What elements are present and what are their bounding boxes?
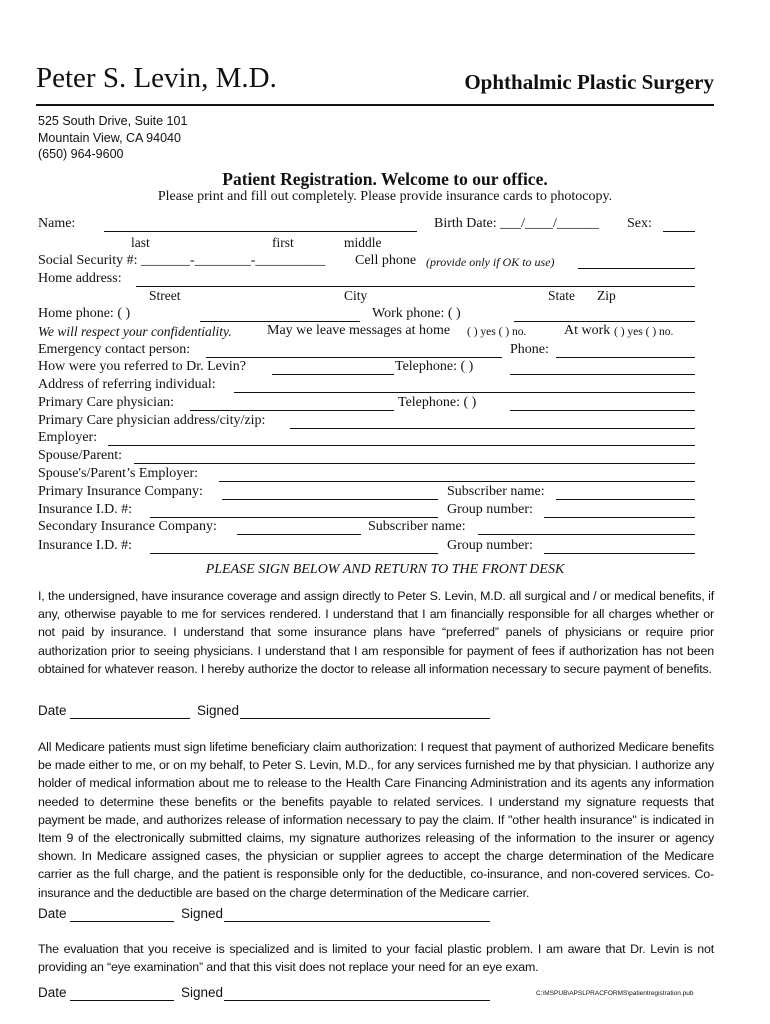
home-phone-label: Home phone: ( ) (38, 306, 131, 321)
footer-file-path: C:\MSPUB\APSLPRACFORMS\patientregistration.pub (536, 990, 694, 997)
referring-address-label: Address of referring individual: (38, 377, 216, 392)
subscriber-name-field[interactable] (556, 499, 695, 500)
messages-home-label: May we leave messages at home (267, 323, 451, 338)
emergency-contact-label: Emergency contact person: (38, 342, 191, 357)
doctor-name: Peter S. Levin, M.D. (36, 62, 277, 94)
pcp-label: Primary Care physician: (38, 395, 175, 410)
signed-label-1: Signed (197, 703, 240, 718)
spouse-employer-field[interactable] (219, 481, 695, 482)
home-phone-field[interactable] (200, 321, 360, 322)
referral-source-label: How were you referred to Dr. Levin? (38, 359, 246, 374)
birth-date-field[interactable]: Birth Date: ___/____/______ (434, 216, 599, 231)
emergency-contact-field[interactable] (206, 357, 502, 358)
name-label: Name: (38, 216, 76, 231)
employer-label: Employer: (38, 430, 98, 445)
employer-field[interactable] (108, 445, 695, 446)
sign-instructions-heading: PLEASE SIGN BELOW AND RETURN TO THE FRONT DESK (205, 562, 565, 577)
address-sub-state: State (548, 288, 575, 303)
ssn-field[interactable]: Social Security #: _______-________-__________ (38, 253, 326, 268)
date-label-1: Date (38, 703, 67, 718)
practice-specialty: Ophthalmic Plastic Surgery (464, 70, 714, 94)
insurance-id2-field[interactable] (150, 553, 438, 554)
address-sub-street: Street (149, 288, 181, 303)
referring-address-field[interactable] (234, 392, 695, 393)
signature-field-2[interactable] (224, 921, 490, 922)
date-field-3[interactable] (70, 1000, 174, 1001)
spouse-employer-label: Spouse's/Parent’s Employer: (38, 466, 199, 481)
address-sub-city: City (344, 288, 368, 303)
sex-field[interactable] (663, 231, 695, 232)
signed-label-2: Signed (181, 906, 224, 921)
cell-phone-field[interactable] (578, 268, 695, 269)
name-sub-middle: middle (344, 235, 382, 250)
pcp-telephone-label: Telephone: ( ) (398, 395, 477, 410)
work-phone-field[interactable] (514, 321, 695, 322)
home-address-field[interactable] (136, 286, 695, 287)
spouse-parent-label: Spouse/Parent: (38, 448, 122, 463)
group-number2-field[interactable] (544, 553, 695, 554)
medicare-authorization-text: All Medicare patients must sign lifetime beneficiary claim authorization: I request that payment of authorized Medicare benefits be made either to me, or on my behalf, to Peter S. Levin, M.D., for any services furnished me by that physician. I authorize any holder of medical information about me to release to the Health Care Financing Administration and its agents any information needed to determine these benefits or the benefits payable to related services. I understand my signature requests that payment be made, and authorizes release of information necessary to pay the claim. If "other health insurance" is indicated in Item 9 of the electronically submitted claims, my signature authorizes releasing of the information to the insurer or agency shown. In Medicare assigned cases, the physician or supplier agrees to accept the charge determination of the Medicare carrier as the full charge, and the patient is responsible only for the deductible, co-insurance, and non-covered services. Co-insurance and the deductible are based on the charge determination of the Medicare carrier. (38, 740, 714, 900)
pcp-address-label: Primary Care physician address/city/zip: (38, 413, 266, 428)
date-field-1[interactable] (70, 718, 190, 719)
signature-field-1[interactable] (240, 718, 490, 719)
confidentiality-note: We will respect your confidentiality. (38, 324, 232, 339)
work-phone-label: Work phone: ( ) (372, 306, 461, 321)
name-sub-last: last (131, 235, 150, 250)
header-divider (36, 104, 714, 106)
emergency-phone-label: Phone: (510, 342, 549, 357)
group-number-field[interactable] (544, 517, 695, 518)
pcp-field[interactable] (190, 410, 394, 411)
date-label-2: Date (38, 906, 67, 921)
cell-phone-label: Cell phone (355, 253, 417, 268)
subscriber-name-label: Subscriber name: (447, 484, 545, 499)
signature-field-3[interactable] (224, 1000, 490, 1001)
secondary-insurance-field[interactable] (237, 534, 361, 535)
subscriber2-name-field[interactable] (478, 534, 695, 535)
pcp-telephone-field[interactable] (510, 410, 695, 411)
assignment-of-benefits-text: I, the undersigned, have insurance coverage and assign directly to Peter S. Levin, M.D. all surgical and / or medical benefits, if any, otherwise payable to me for services rendered. I understand that I am financially responsible for all charges whether or not paid by insurance. I understand that some insurance plans have “preferred” panels of physicians or require prior authorization prior to seeing physicians. I understand that I am responsible for payment of fees if authorization has not been obtained for whatever reason. I hereby authorize the doctor to release all information necessary to secure payment of benefits. (38, 589, 714, 676)
signed-label-3: Signed (181, 985, 224, 1000)
cell-phone-note: (provide only if OK to use) (426, 255, 555, 269)
referral-source-field[interactable] (272, 374, 394, 375)
primary-insurance-label: Primary Insurance Company: (38, 484, 203, 499)
spouse-parent-field[interactable] (134, 463, 695, 464)
group-number2-label: Group number: (447, 538, 533, 553)
insurance-id-field[interactable] (150, 517, 438, 518)
name-sub-first: first (272, 235, 294, 250)
secondary-insurance-label: Secondary Insurance Company: (38, 519, 217, 534)
name-field[interactable] (104, 231, 417, 232)
group-number-label: Group number: (447, 502, 533, 517)
referral-telephone-field[interactable] (510, 374, 695, 375)
insurance-id-label: Insurance I.D. #: (38, 502, 133, 517)
registration-title: Patient Registration. Welcome to our office. (222, 169, 548, 189)
home-address-label: Home address: (38, 271, 122, 286)
office-phone: (650) 964-9600 (38, 147, 124, 161)
insurance-id2-label: Insurance I.D. #: (38, 538, 133, 553)
emergency-phone-field[interactable] (556, 357, 695, 358)
sex-label: Sex: (627, 216, 652, 231)
pcp-address-field[interactable] (290, 428, 695, 429)
messages-home-options[interactable]: ( ) yes ( ) no. (467, 326, 527, 338)
date-label-3: Date (38, 985, 67, 1000)
subscriber2-name-label: Subscriber name: (368, 519, 466, 534)
address-sub-zip: Zip (597, 288, 616, 303)
date-field-2[interactable] (70, 921, 174, 922)
referral-telephone-label: Telephone: ( ) (395, 359, 474, 374)
evaluation-disclaimer-text: The evaluation that you receive is specialized and is limited to your facial plastic problem. I am aware that Dr. Levin is not providing an “eye examination” and that this visit does not replace your need for an eye exam. (38, 942, 714, 975)
messages-work-options[interactable]: ( ) yes ( ) no. (614, 326, 674, 338)
address-line-2: Mountain View, CA 94040 (38, 131, 181, 145)
primary-insurance-field[interactable] (222, 499, 438, 500)
address-line-1: 525 South Drive, Suite 101 (38, 114, 188, 128)
messages-work-label: At work (564, 323, 611, 338)
registration-instructions: Please print and fill out completely. Please provide insurance cards to photocopy. (157, 189, 613, 204)
